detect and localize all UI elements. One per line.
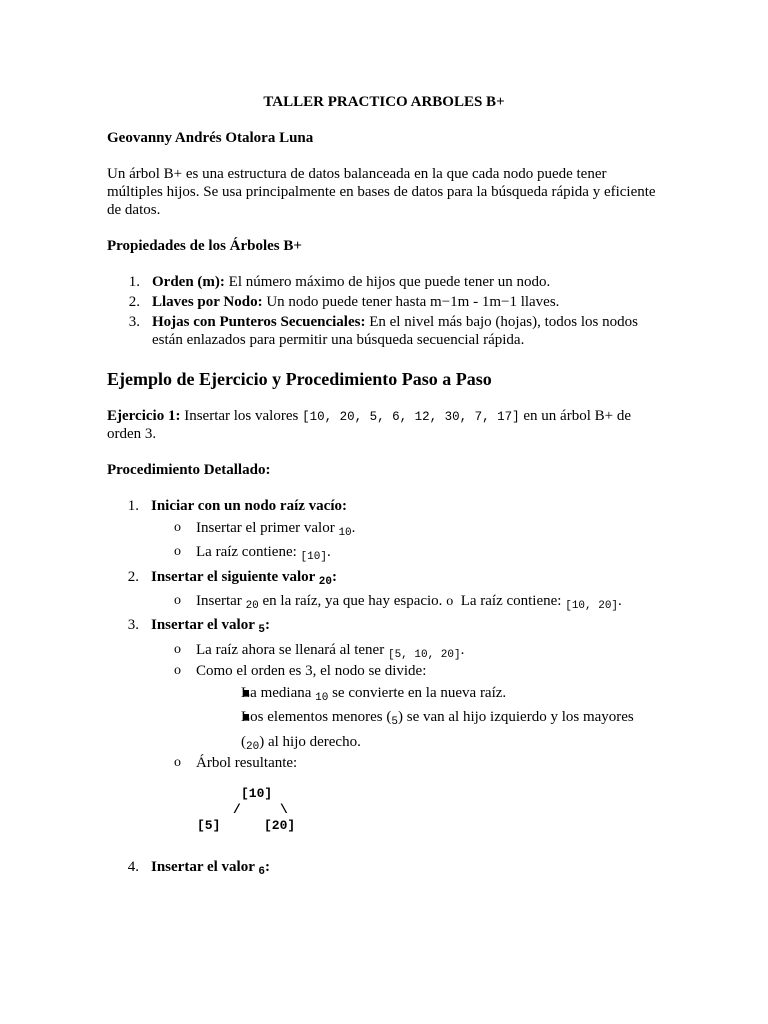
property-label: Hojas con Punteros Secuenciales: — [152, 314, 366, 330]
intro-line-1: Un árbol B+ es una estructura de datos balanceada en la que cada nodo puede tener — [107, 166, 607, 182]
property-label: Orden (m): — [152, 274, 225, 290]
circle-bullet-icon: o — [174, 663, 181, 678]
inline-code: 5 — [391, 716, 398, 728]
example-heading: Ejemplo de Ejercicio y Procedimiento Paso a Paso — [107, 369, 492, 389]
exercise-label: Ejercicio 1: — [107, 408, 181, 424]
inline-code: 10 — [338, 527, 352, 539]
inline-code: [10] — [300, 551, 327, 563]
list-number: 2. — [127, 569, 139, 585]
procedure-heading: Procedimiento Detallado: — [107, 462, 271, 478]
list-number: 1. — [128, 274, 140, 290]
tree-left-node: [5] — [197, 818, 221, 833]
exercise-line-2: orden 3. — [107, 426, 157, 442]
inline-code: 10 — [315, 692, 329, 704]
inline-code: 6 — [258, 866, 265, 878]
author-name: Geovanny Andrés Otalora Luna — [107, 130, 314, 146]
properties-heading: Propiedades de los Árboles B+ — [107, 238, 302, 254]
property-text: El número máximo de hijos que puede tener un nodo. — [224, 274, 551, 290]
property-text: Un nodo puede tener hasta m−1m - 1m−1 llaves. — [262, 294, 560, 310]
exercise-line-1 — [107, 407, 631, 426]
step-3-square-2-continued: $(_{20})$ al hijo derecho. — [241, 734, 361, 753]
inline-code: 5 — [258, 624, 265, 636]
list-number: 2. — [128, 294, 140, 310]
list-number: 3. — [128, 314, 140, 330]
property-text: En el nivel más bajo (hojas), todos los nodos — [365, 314, 638, 330]
inline-code: 20 — [318, 576, 332, 588]
circle-bullet-icon: o — [446, 594, 454, 609]
step-label: Iniciar con un nodo raíz vacío: — [151, 498, 347, 514]
inline-code: 20 — [246, 741, 260, 753]
circle-bullet-icon: o — [174, 755, 181, 770]
document-title: TALLER PRACTICO ARBOLES B+ — [263, 94, 505, 110]
document-page: TALLER PRACTICO ARBOLES B+ Geovanny Andrés Otalora Luna Un árbol B+ es una estructura de datos balanceada en la que cada nodo puede tener múltiples hijos. Se usa principalmente en bases de datos para la búsqueda rápida y eficiente de datos. Propiedades de los Árboles B+ 1. Orden (m): El número máximo de hijos que puede tener un nodo. 2. Llaves por Nodo: Un nodo puede tener hasta m−1m - 1m−1 llaves. 3. Hojas con Punteros Secuenciales: En el nivel más bajo (hojas), todos los nodos están enlazados para permitir una búsqueda secuencial rápida. Ejemplo de Ejercicio y Procedimiento Paso a Paso Ejercicio 1: Insertar los valores [10, 20, 5, 6, 12, 30, 7, 17] en un árbol B+ de orden 3. Procedimiento Detallado: 1. Iniciar con un nodo raíz vacío: o Insertar el primer valor $_{10}$. o La raíz contiene: $_{[10]}$. 2. Insertar el siguiente valor $_{20}$: o Insertar $_{20}$ en la raíz, ya que hay espacio. o La raíz contiene: $_{[10, 20]}$. 3. Insertar el valor $_5$: o La raíz ahora se llenará al tener $_{[5, 10, 20]}$. o Como el orden es 3, el nodo se divide: La mediana $_{10}$ se convierte en la nueva raíz. Los elementos menores $(_5)$ se van al hijo izquierdo y los mayores $(_{20})$ al hijo derecho. o Árbol resultante: [10] / \ [5] [20] 4. Insertar el valor $_6$: — [0, 0, 768, 1024]
circle-bullet-icon: o — [174, 593, 181, 608]
tree-left-edge: / — [233, 802, 241, 817]
exercise-text: Insertar los valores — [180, 408, 303, 424]
tree-right-edge: \ — [280, 802, 288, 817]
tree-root-node: [10] — [241, 786, 273, 801]
circle-bullet-icon: o — [174, 520, 181, 535]
list-number: 1. — [127, 498, 139, 514]
step-label: Insertar el siguiente valor $_{20}$: — [151, 569, 337, 588]
circle-bullet-icon: o — [174, 642, 181, 657]
list-number: 4. — [127, 859, 139, 875]
property-item-3-continued: están enlazados para permitir una búsqueda secuencial rápida. — [152, 332, 525, 348]
step-label: Insertar el valor $_6$: — [151, 859, 270, 878]
step-label: Insertar el valor $_5$: — [151, 617, 270, 636]
intro-line-2: múltiples hijos. Se usa principalmente en bases de datos para la búsqueda rápida y eficiente — [107, 184, 656, 200]
circle-bullet-icon: o — [174, 544, 181, 559]
inline-code: 20 — [245, 600, 259, 612]
property-label: Llaves por Nodo: — [152, 294, 263, 310]
exercise-values: [10, 20, 5, 6, 12, 30, 7, 17] — [302, 410, 520, 424]
tree-right-node: [20] — [264, 818, 296, 833]
inline-code: [10, 20] — [565, 600, 619, 612]
list-number: 3. — [127, 617, 139, 633]
intro-line-3: de datos. — [107, 202, 161, 218]
inline-code: [5, 10, 20] — [387, 649, 461, 661]
exercise-text: en un árbol B+ de — [519, 408, 631, 424]
